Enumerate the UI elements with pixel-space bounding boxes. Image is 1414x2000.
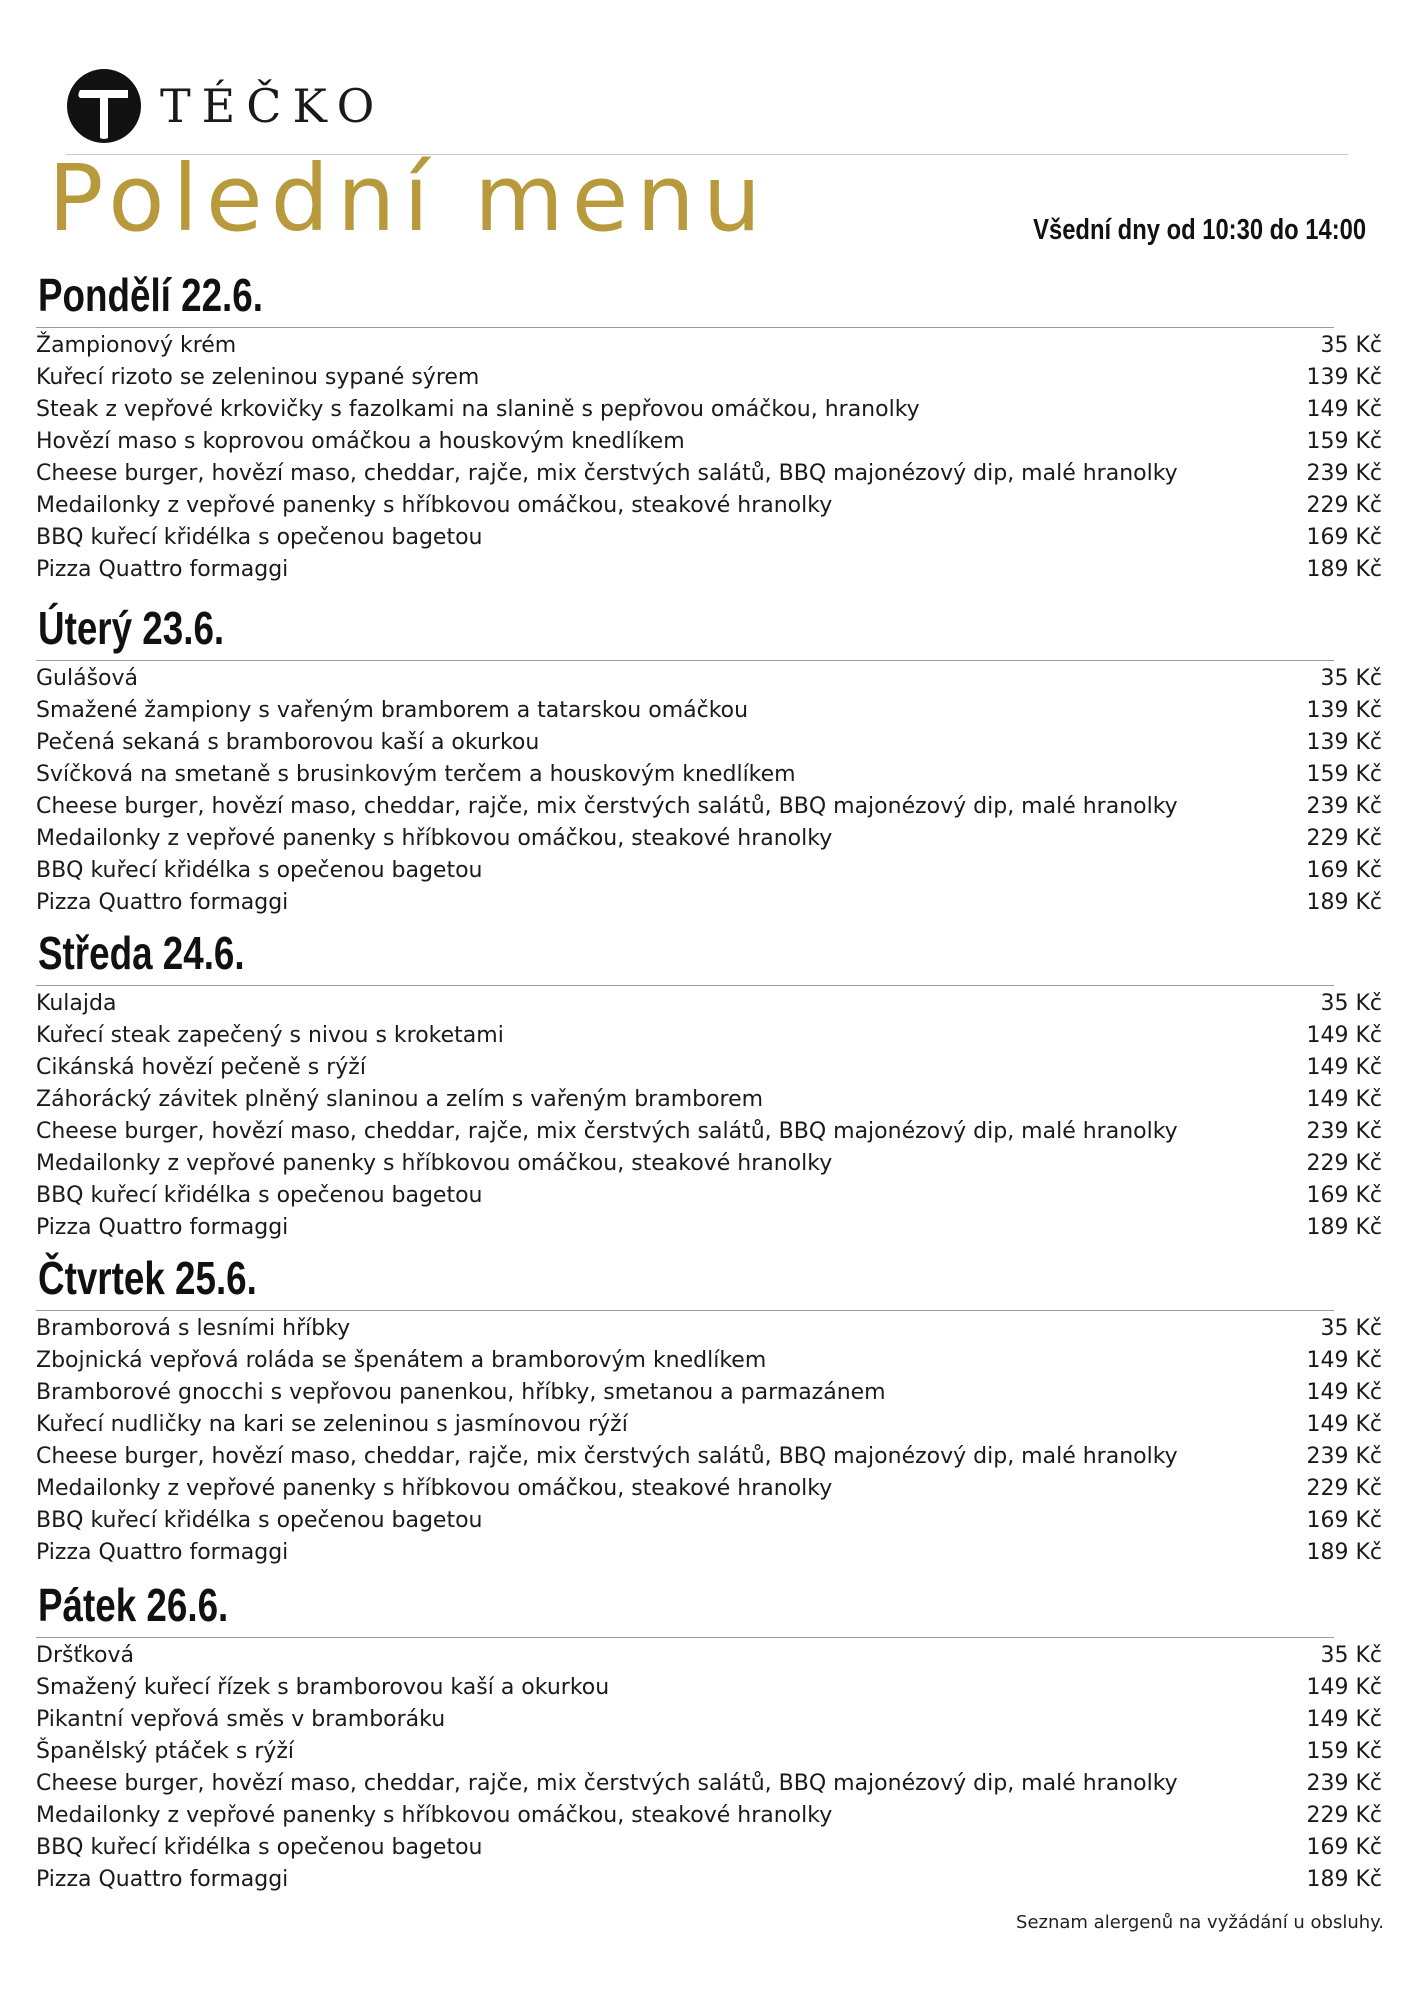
menu-item-name: Pizza Quattro formaggi	[36, 1215, 289, 1240]
menu-item-price: 229 Kč	[1306, 1803, 1382, 1828]
menu-item	[36, 522, 1382, 554]
menu-item-price: 239 Kč	[1306, 794, 1382, 819]
menu-item	[36, 988, 1382, 1020]
menu-item-name: Svíčková na smetaně s brusinkovým terčem a houskovým knedlíkem	[36, 762, 796, 787]
menu-item	[36, 1768, 1382, 1800]
menu-item-price: 139 Kč	[1306, 730, 1382, 755]
menu-item	[36, 490, 1382, 522]
allergen-note: Seznam alergenů na vyžádání u obsluhy.	[1016, 1912, 1384, 1933]
menu-item-name: Pizza Quattro formaggi	[36, 1540, 289, 1565]
menu-item	[36, 1672, 1382, 1704]
menu-item-name: BBQ kuřecí křidélka s opečenou bagetou	[36, 858, 483, 883]
menu-item-price: 149 Kč	[1306, 1675, 1382, 1700]
menu-item-name: Medailonky z vepřové panenky s hříbkovou omáčkou, steakové hranolky	[36, 1803, 833, 1828]
menu-item	[36, 1864, 1382, 1896]
menu-item	[36, 1640, 1382, 1672]
brand-logo	[66, 66, 385, 146]
menu-item-price: 149 Kč	[1306, 1707, 1382, 1732]
menu-item-price: 229 Kč	[1306, 826, 1382, 851]
menu-item-name: Hovězí maso s koprovou omáčkou a houskovým knedlíkem	[36, 429, 685, 454]
menu-item-price: 35 Kč	[1320, 333, 1382, 358]
menu-item-price: 189 Kč	[1306, 1540, 1382, 1565]
menu-item	[36, 1377, 1382, 1409]
day-title: Čtvrtek 25.6.	[38, 1252, 257, 1304]
menu-item-name: Cheese burger, hovězí maso, cheddar, rajče, mix čerstvých salátů, BBQ majonézový dip, malé hranolky	[36, 1119, 1178, 1144]
menu-item-name: Kulajda	[36, 991, 117, 1016]
menu-item-name: Bramborové gnocchi s vepřovou panenkou, hříbky, smetanou a parmazánem	[36, 1380, 886, 1405]
menu-item	[36, 1345, 1382, 1377]
menu-item	[36, 1473, 1382, 1505]
menu-item-price: 35 Kč	[1320, 991, 1382, 1016]
menu-item-price: 169 Kč	[1306, 1183, 1382, 1208]
menu-item-price: 35 Kč	[1320, 1643, 1382, 1668]
menu-item-name: Cheese burger, hovězí maso, cheddar, rajče, mix čerstvých salátů, BBQ majonézový dip, malé hranolky	[36, 794, 1178, 819]
menu-item	[36, 362, 1382, 394]
menu-item-name: Kuřecí steak zapečený s nivou s kroketami	[36, 1023, 504, 1048]
menu-item-name: Medailonky z vepřové panenky s hříbkovou omáčkou, steakové hranolky	[36, 1151, 833, 1176]
menu-item-name: Pizza Quattro formaggi	[36, 890, 289, 915]
menu-item-name: Cheese burger, hovězí maso, cheddar, rajče, mix čerstvých salátů, BBQ majonézový dip, malé hranolky	[36, 1444, 1178, 1469]
menu-item-name: Pikantní vepřová směs v bramboráku	[36, 1707, 446, 1732]
menu-item-price: 189 Kč	[1306, 557, 1382, 582]
menu-item-price: 239 Kč	[1306, 1119, 1382, 1144]
menu-item-price: 189 Kč	[1306, 1867, 1382, 1892]
menu-item	[36, 823, 1382, 855]
menu-item	[36, 887, 1382, 919]
menu-item-name: Pizza Quattro formaggi	[36, 1867, 289, 1892]
menu-item-price: 149 Kč	[1306, 1055, 1382, 1080]
menu-item-price: 149 Kč	[1306, 1348, 1382, 1373]
menu-item-price: 149 Kč	[1306, 397, 1382, 422]
day-divider	[36, 1637, 1334, 1638]
menu-item	[36, 1020, 1382, 1052]
brand-name: TÉČKO	[160, 79, 386, 133]
menu-list	[36, 663, 1382, 919]
menu-item-name: Kuřecí rizoto se zeleninou sypané sýrem	[36, 365, 480, 390]
menu-list	[36, 988, 1382, 1244]
menu-item-price: 139 Kč	[1306, 365, 1382, 390]
menu-item-name: Smažený kuřecí řízek s bramborovou kaší a okurkou	[36, 1675, 610, 1700]
menu-item-price: 229 Kč	[1306, 1476, 1382, 1501]
menu-item-name: Steak z vepřové krkovičky s fazolkami na slanině s pepřovou omáčkou, hranolky	[36, 397, 920, 422]
day-title: Úterý 23.6.	[38, 602, 225, 654]
menu-item	[36, 1832, 1382, 1864]
menu-item-name: Cheese burger, hovězí maso, cheddar, rajče, mix čerstvých salátů, BBQ majonézový dip, malé hranolky	[36, 1771, 1178, 1796]
menu-item	[36, 663, 1382, 695]
menu-item-name: Pečená sekaná s bramborovou kaší a okurkou	[36, 730, 540, 755]
menu-item-name: BBQ kuřecí křidélka s opečenou bagetou	[36, 525, 483, 550]
menu-item-name: Medailonky z vepřové panenky s hříbkovou omáčkou, steakové hranolky	[36, 826, 833, 851]
menu-item	[36, 1313, 1382, 1345]
day-title: Středa 24.6.	[38, 927, 245, 979]
menu-item	[36, 1441, 1382, 1473]
menu-item	[36, 759, 1382, 791]
menu-item-price: 239 Kč	[1306, 461, 1382, 486]
menu-item	[36, 1052, 1382, 1084]
menu-item-price: 169 Kč	[1306, 1508, 1382, 1533]
menu-item-name: Medailonky z vepřové panenky s hříbkovou omáčkou, steakové hranolky	[36, 1476, 833, 1501]
menu-item-name: Smažené žampiony s vařeným bramborem a tatarskou omáčkou	[36, 698, 749, 723]
menu-item	[36, 1116, 1382, 1148]
opening-hours: Všední dny od 10:30 do 14:00	[1032, 214, 1366, 246]
day-divider	[36, 1310, 1334, 1311]
menu-item-price: 189 Kč	[1306, 1215, 1382, 1240]
menu-item	[36, 458, 1382, 490]
menu-item	[36, 1704, 1382, 1736]
menu-item	[36, 554, 1382, 586]
menu-item	[36, 727, 1382, 759]
menu-item	[36, 1148, 1382, 1180]
menu-item-price: 149 Kč	[1306, 1087, 1382, 1112]
menu-list	[36, 1640, 1382, 1896]
menu-item-name: BBQ kuřecí křidélka s opečenou bagetou	[36, 1835, 483, 1860]
menu-list	[36, 1313, 1382, 1569]
menu-item-price: 139 Kč	[1306, 698, 1382, 723]
menu-item	[36, 791, 1382, 823]
menu-item-name: Cikánská hovězí pečeně s rýží	[36, 1055, 366, 1080]
menu-item	[36, 426, 1382, 458]
menu-item-name: BBQ kuřecí křidélka s opečenou bagetou	[36, 1508, 483, 1533]
menu-item-price: 229 Kč	[1306, 493, 1382, 518]
menu-item	[36, 855, 1382, 887]
menu-item-name: Španělský ptáček s rýží	[36, 1739, 295, 1764]
menu-item	[36, 1800, 1382, 1832]
day-divider	[36, 660, 1334, 661]
menu-item-price: 149 Kč	[1306, 1023, 1382, 1048]
menu-item-price: 169 Kč	[1306, 858, 1382, 883]
menu-item-price: 169 Kč	[1306, 1835, 1382, 1860]
menu-item-name: Žampionový krém	[36, 333, 237, 358]
menu-item	[36, 695, 1382, 727]
menu-item-price: 149 Kč	[1306, 1380, 1382, 1405]
menu-item	[36, 1212, 1382, 1244]
menu-item	[36, 1409, 1382, 1441]
menu-item-price: 35 Kč	[1320, 1316, 1382, 1341]
menu-item-price: 159 Kč	[1306, 1739, 1382, 1764]
menu-item	[36, 330, 1382, 362]
day-title: Pondělí 22.6.	[38, 269, 263, 321]
T-monogram-circle-icon	[66, 68, 142, 144]
menu-item-price: 239 Kč	[1306, 1771, 1382, 1796]
menu-item-price: 239 Kč	[1306, 1444, 1382, 1469]
menu-item-price: 159 Kč	[1306, 762, 1382, 787]
menu-item-price: 189 Kč	[1306, 890, 1382, 915]
menu-item	[36, 1505, 1382, 1537]
menu-item-name: Kuřecí nudličky na kari se zeleninou s jasmínovou rýží	[36, 1412, 628, 1437]
menu-list	[36, 330, 1382, 586]
menu-item-name: Zbojnická vepřová roláda se špenátem a bramborovým knedlíkem	[36, 1348, 767, 1373]
menu-item-name: Záhorácký závitek plněný slaninou a zelím s vařeným bramborem	[36, 1087, 764, 1112]
menu-item	[36, 1736, 1382, 1768]
menu-item-price: 159 Kč	[1306, 429, 1382, 454]
menu-item-price: 169 Kč	[1306, 525, 1382, 550]
menu-item-name: Medailonky z vepřové panenky s hříbkovou omáčkou, steakové hranolky	[36, 493, 833, 518]
menu-item-price: 35 Kč	[1320, 666, 1382, 691]
menu-item	[36, 1537, 1382, 1569]
menu-item-name: BBQ kuřecí křidélka s opečenou bagetou	[36, 1183, 483, 1208]
menu-item-price: 229 Kč	[1306, 1151, 1382, 1176]
menu-item	[36, 1180, 1382, 1212]
day-divider	[36, 327, 1334, 328]
menu-item-name: Bramborová s lesními hříbky	[36, 1316, 351, 1341]
menu-item	[36, 1084, 1382, 1116]
menu-item-name: Gulášová	[36, 666, 139, 691]
menu-item-price: 149 Kč	[1306, 1412, 1382, 1437]
menu-item	[36, 394, 1382, 426]
day-divider	[36, 985, 1334, 986]
menu-item-name: Dršťková	[36, 1643, 134, 1668]
page-title: Polední menu	[48, 145, 769, 252]
menu-item-name: Pizza Quattro formaggi	[36, 557, 289, 582]
day-title: Pátek 26.6.	[38, 1579, 229, 1631]
menu-item-name: Cheese burger, hovězí maso, cheddar, rajče, mix čerstvých salátů, BBQ majonézový dip, malé hranolky	[36, 461, 1178, 486]
